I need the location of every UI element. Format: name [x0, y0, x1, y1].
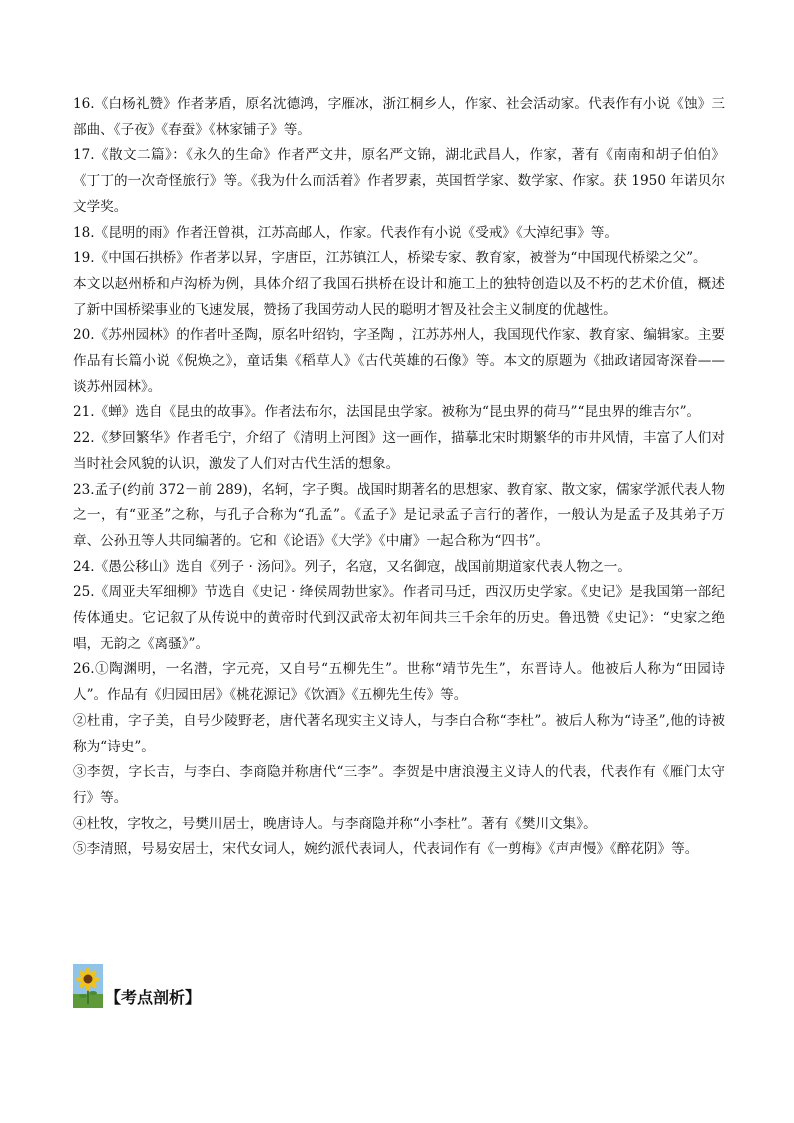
paragraph-23: 23.孟子(约前 372－前 289)，名轲，字子舆。战国时期著名的思想家、教育家、散文家，儒家学派代表人物之一，有“亚圣”之称，与孔子合称为“孔孟”。《孟子》是记录孟子言行的著作，一般认为是孟子及其弟子万章、公孙丑等人共同编著的。它和《论语》《大学》《中庸》一起合称为“四书”。: [73, 481, 725, 549]
paragraph-16: 16.《白杨礼赞》作者茅盾，原名沈德鸿，字雁冰，浙江桐乡人，作家、社会活动家。代表作有小说《蚀》三部曲、《子夜》《春蚕》《林家铺子》等。: [73, 96, 725, 138]
paragraph-20: 20.《苏州园林》的作者叶圣陶，原名叶绍钧，字圣陶 ，江苏苏州人，我国现代作家、教育家、编辑家。主要作品有长篇小说《倪焕之》，童话集《稻草人》《古代英雄的石像》等。本文的原题为《拙政诸园寄深眷——谈苏州园林》。: [73, 327, 725, 395]
paragraph-26-1: 26.①陶渊明，一名潜，字元亮，又自号“五柳先生”。世称“靖节先生”，东晋诗人。他被后人称为“田园诗人”。作品有《归园田居》《桃花源记》《饮酒》《五柳先生传》等。: [73, 661, 725, 704]
paragraph-26-4: ④杜牧，字牧之，号樊川居士，晚唐诗人。与李商隐并称“小李杜”。著有《樊川文集》。: [73, 815, 597, 832]
paragraph-25: 25.《周亚夫军细柳》节选自《史记 · 绛侯周勃世家》。作者司马迁，西汉历史学家。《史记》是我国第一部纪传体通史。它记叙了从传说中的黄帝时代到汉武帝太初年间共三千余年的历史。鲁迅赞《史记》：“史家之绝唱，无韵之《离骚》”。: [73, 584, 725, 652]
paragraph-19: 19.《中国石拱桥》作者茅以昇，字唐臣，江苏镇江人，桥梁专家、教育家，被誉为“中国现代桥梁之父”。: [73, 250, 707, 267]
paragraph-17: 17.《散文二篇》：《永久的生命》作者严文井，原名严文锦，湖北武昌人，作家，著有《南南和胡子伯伯》《丁丁的一次奇怪旅行》等。《我为什么而活着》作者罗素，英国哲学家、数学家、作家。获 1950 年诺贝尔文学奖。: [73, 147, 725, 215]
paragraph-26-2: ②杜甫，字子美，自号少陵野老，唐代著名现实主义诗人，与李白合称“李杜”。被后人称为“诗圣”,他的诗被称为“诗史”。: [73, 712, 725, 755]
section-heading-label: 【考点剖析】: [105, 988, 202, 1007]
paragraph-24: 24.《愚公移山》选自《列子 · 汤问》。列子，名寇，又名御寇，战国前期道家代表人物之一。: [73, 558, 631, 575]
paragraph-26-5: ⑤李清照，号易安居士，宋代女词人，婉约派代表词人，代表词作有《一剪梅》《声声慢》《醉花阴》等。: [73, 841, 699, 858]
sunflower-icon: [73, 964, 103, 1008]
document-body: [73, 92, 725, 863]
paragraph-22: 22.《梦回繁华》作者毛宁，介绍了《清明上河图》这一画作，描摹北宋时期繁华的市井风情，丰富了人们对当时社会风貌的认识，激发了人们对古代生活的想象。: [73, 430, 725, 472]
paragraph-18: 18.《昆明的雨》作者汪曾祺，江苏高邮人，作家。代表作有小说《受戒》《大淖纪事》等。: [73, 224, 618, 241]
section-heading: [73, 964, 201, 1008]
paragraph-26-3: ③李贺，字长吉，与李白、李商隐并称唐代“三李”。李贺是中唐浪漫主义诗人的代表，代表作有《雁门太守行》等。: [73, 764, 725, 806]
paragraph-21: 21.《蝉》选自《昆虫的故事》。作者法布尔，法国昆虫学家。被称为“昆虫界的荷马”“昆虫界的维吉尔”。: [73, 404, 701, 421]
paragraph-19-summary: 本文以赵州桥和卢沟桥为例，具体介绍了我国石拱桥在设计和施工上的独特创造以及不朽的艺术价值，概述了新中国桥梁事业的飞速发展，赞扬了我国劳动人民的聪明才智及社会主义制度的优越性。: [73, 275, 725, 318]
